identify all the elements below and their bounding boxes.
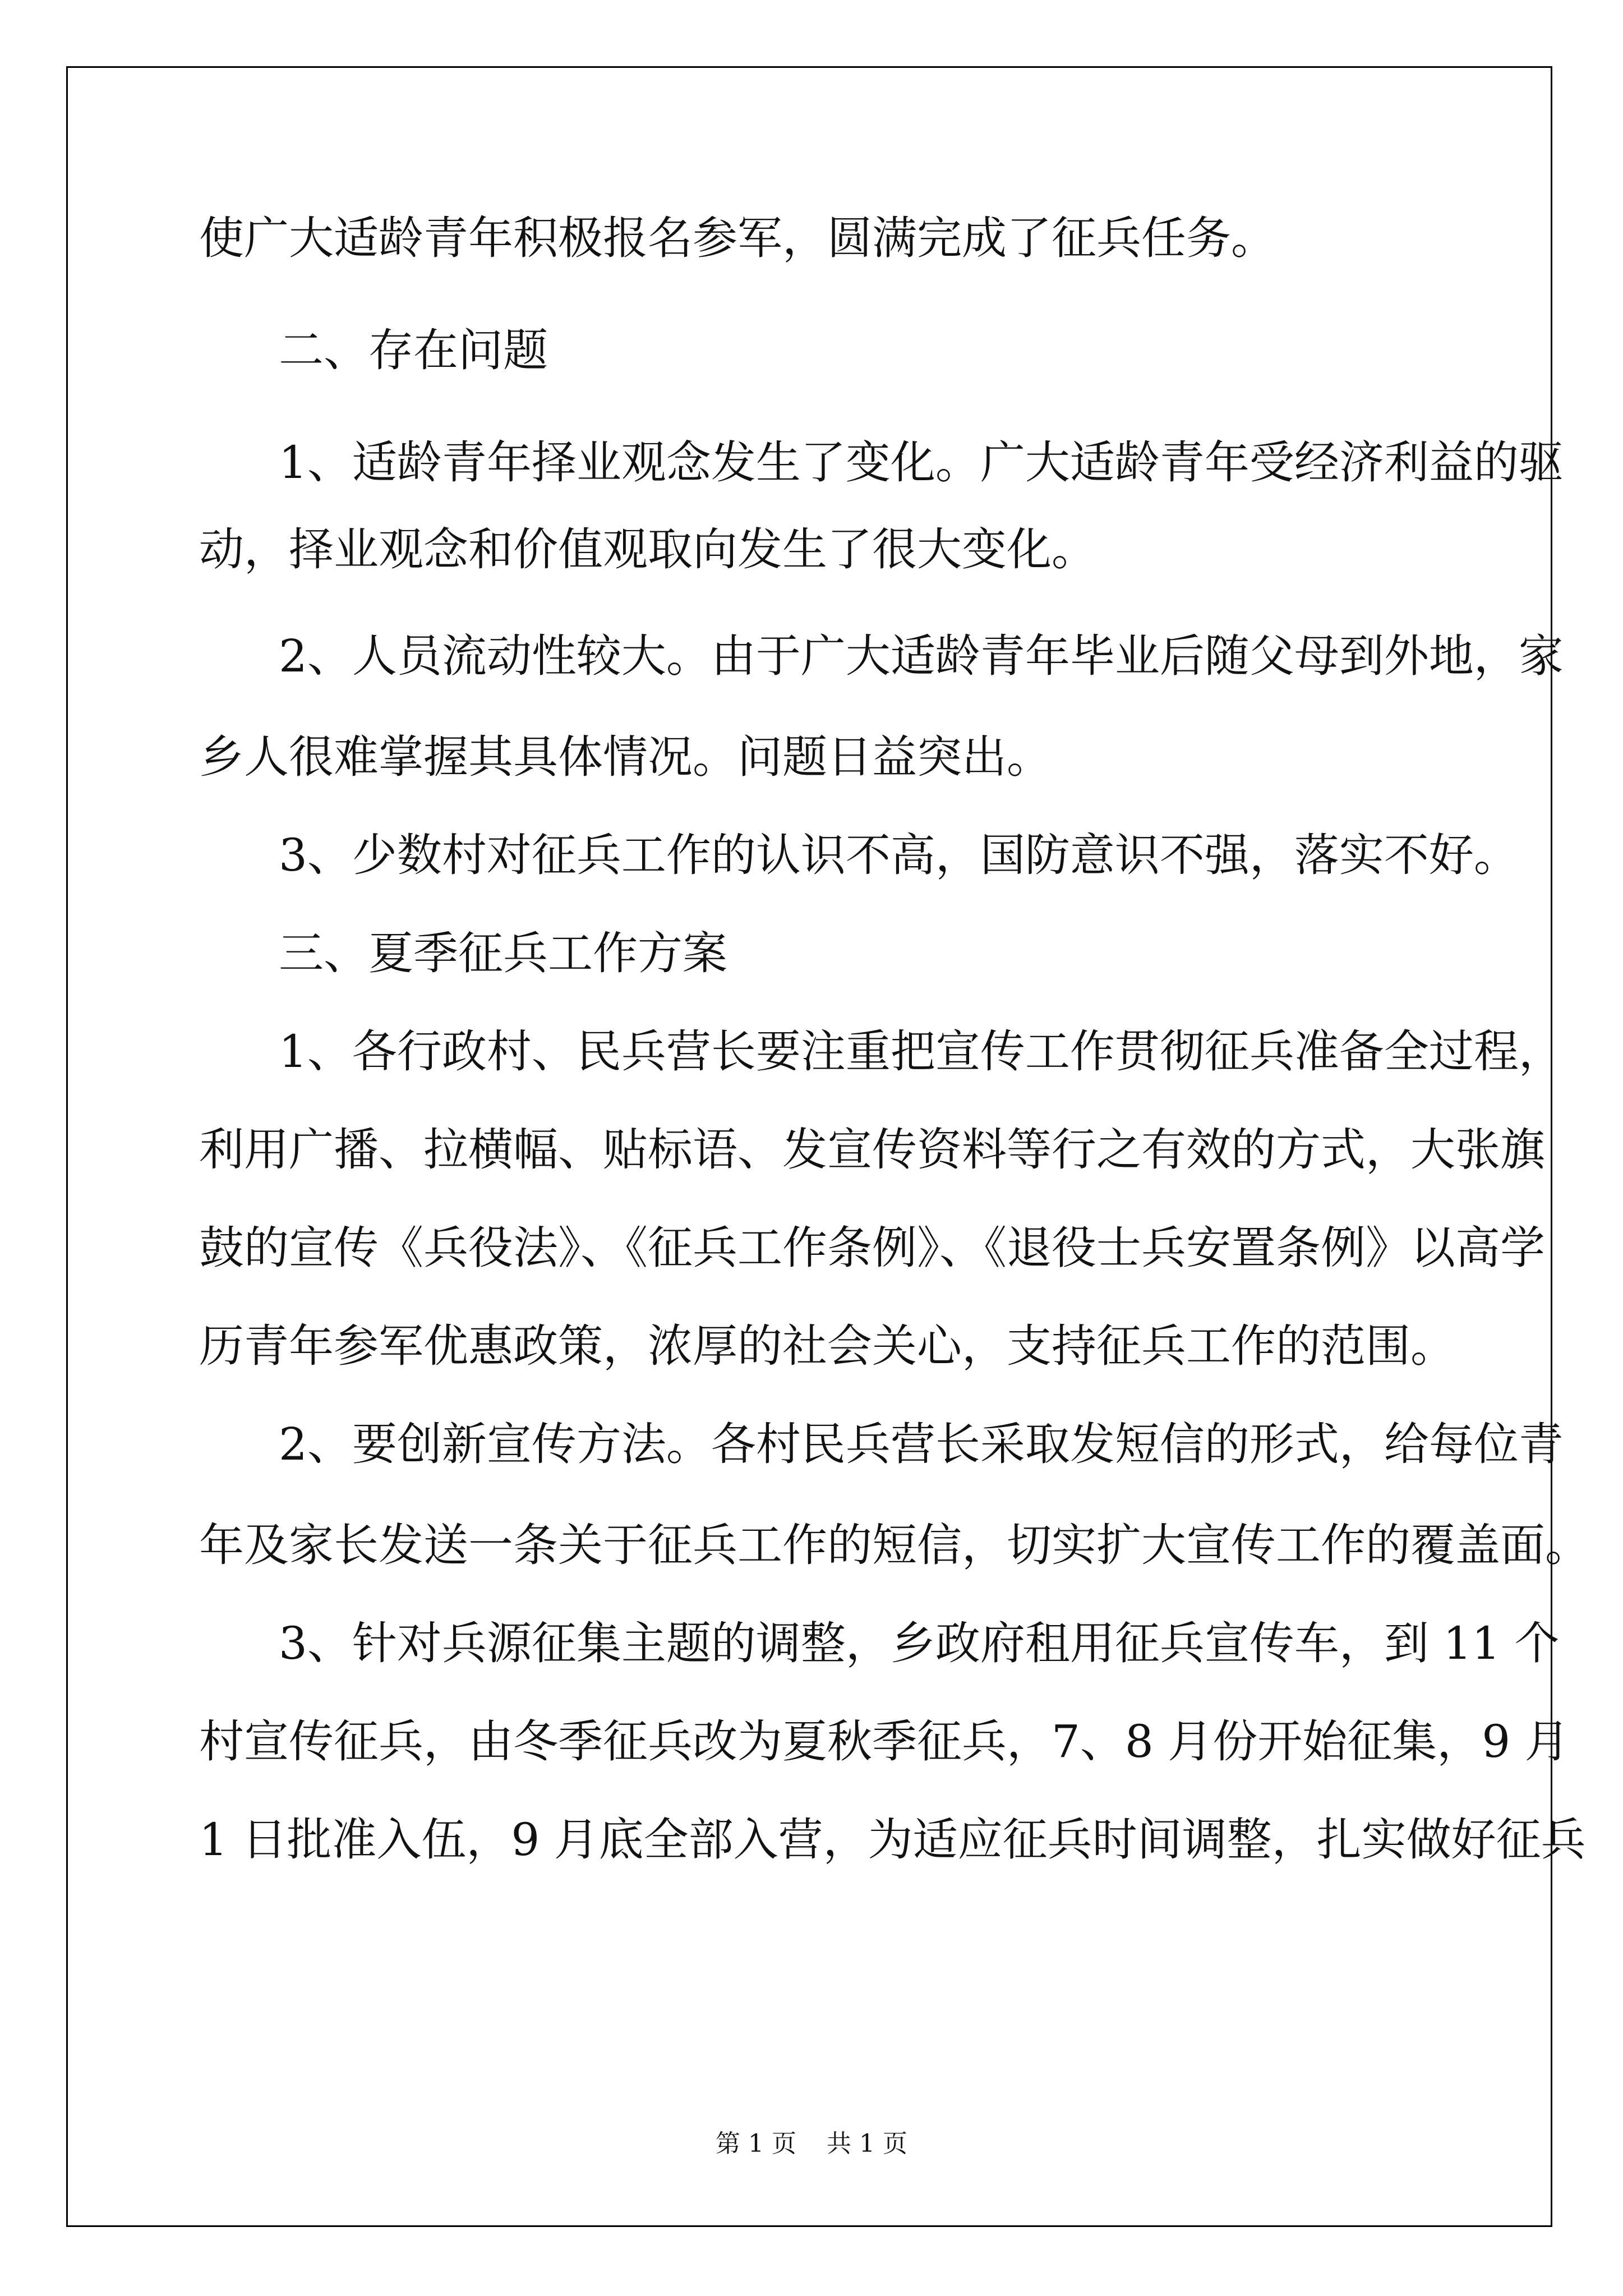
- paragraph-line: 年及家长发送一条关于征兵工作的短信，切实扩大宣传工作的覆盖面。: [199, 1519, 1590, 1571]
- paragraph-line: 3、针对兵源征集主题的调整，乡政府租用征兵宣传车，到 11 个: [279, 1617, 1560, 1669]
- page-footer: [0, 2123, 1623, 2159]
- paragraph-line: 2、要创新宣传方法。各村民兵营长采取发短信的形式，给每位青: [279, 1418, 1564, 1470]
- paragraph-line: 村宣传征兵，由冬季征兵改为夏秋季征兵，7、8 月份开始征集，9 月: [199, 1715, 1570, 1768]
- paragraph-line: 动，择业观念和价值观取向发生了很大变化。: [199, 523, 1096, 576]
- paragraph-line: 乡人很难掌握其具体情况。问题日益突出。: [199, 731, 1052, 783]
- section-heading: 二、存在问题: [279, 324, 548, 376]
- paragraph-line: 历青年参军优惠政策，浓厚的社会关心，支持征兵工作的范围。: [199, 1320, 1455, 1372]
- paragraph-line: 鼓的宣传《兵役法》、《征兵工作条例》、《退役士兵安置条例》以高学: [199, 1222, 1545, 1274]
- paragraph-line: 使广大适龄青年积极报名参军，圆满完成了征兵任务。: [199, 212, 1276, 264]
- page-number: 第 1 页: [716, 2129, 796, 2158]
- section-heading: 三、夏季征兵工作方案: [279, 927, 727, 979]
- paragraph-line: 3、少数村对征兵工作的认识不高，国防意识不强，落实不好。: [279, 829, 1519, 881]
- paragraph-line: 1、适龄青年择业观念发生了变化。广大适龄青年受经济利益的驱: [279, 436, 1564, 489]
- paragraph-line: 1 日批准入伍，9 月底全部入营，为适应征兵时间调整，扎实做好征兵: [199, 1814, 1586, 1866]
- paragraph-line: 2、人员流动性较大。由于广大适龄青年毕业后随父母到外地，家: [279, 630, 1564, 682]
- page-total: 共 1 页: [827, 2129, 907, 2158]
- paragraph-line: 1、各行政村、民兵营长要注重把宣传工作贯彻征兵准备全过程，: [279, 1025, 1564, 1078]
- paragraph-line: 利用广播、拉横幅、贴标语、发宣传资料等行之有效的方式，大张旗: [199, 1124, 1545, 1176]
